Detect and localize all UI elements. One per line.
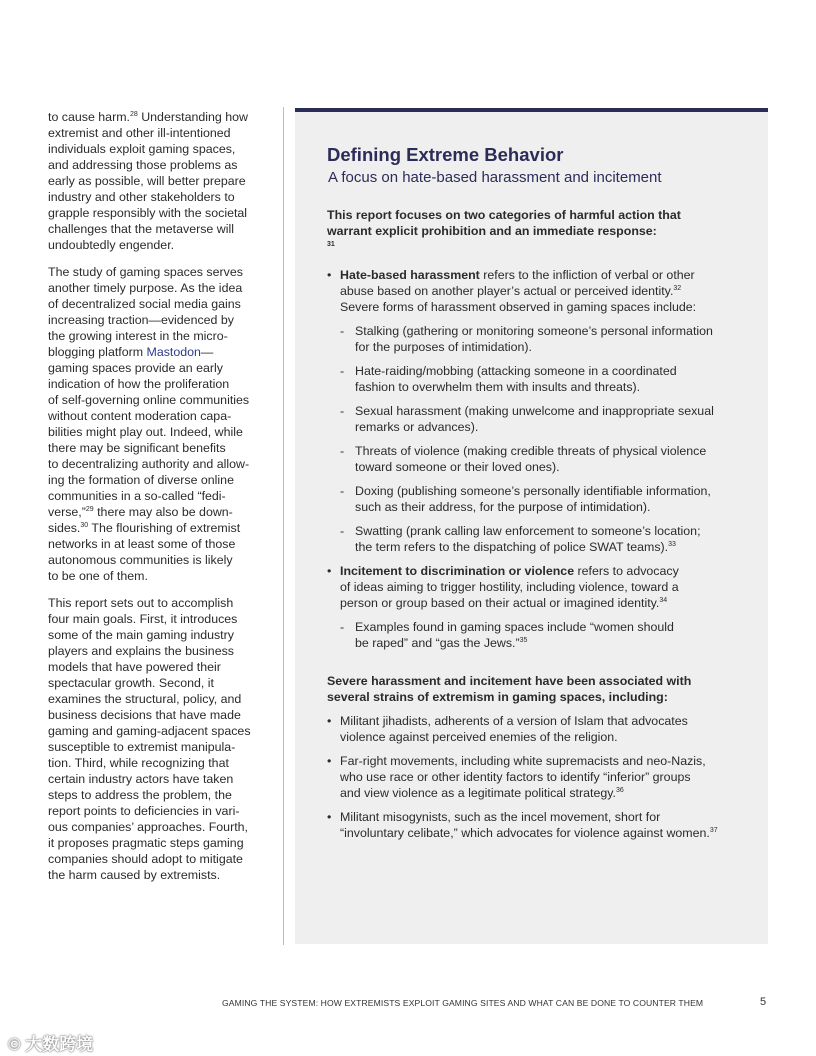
footnote-ref-33[interactable]: 33: [668, 540, 676, 548]
column-divider: [283, 107, 284, 945]
watermark: © 大数跨境: [8, 1035, 94, 1054]
sidebar-top-rule: [295, 108, 768, 112]
incitement-examples-list: [340, 619, 747, 651]
sidebar-content: [327, 207, 747, 841]
dash-icon: -: [340, 620, 345, 634]
dash-icon: -: [340, 364, 345, 378]
running-footer: GAMING THE SYSTEM: HOW EXTREMISTS EXPLOIT GAMING SITES AND WHAT CAN BE DONE TO COUNTER THEM: [222, 998, 704, 1008]
sidebar-intro: This report focuses on two categories of harmful action that warrant explicit prohibition and an immediate response: $^{31}$: [327, 208, 681, 248]
list-item: - Threats of violence (making credible threats of physical violence toward someone or their loved ones).: [340, 444, 707, 474]
list-item: - Hate-raiding/mobbing (attacking someone in a coordinated fashion to overwhelm them with insults and threats).: [340, 364, 677, 394]
dash-icon: -: [340, 484, 345, 498]
list-item: • Militant jihadists, adherents of a version of Islam that advocates violence against perceived enemies of the religion.: [327, 714, 688, 744]
bullet-icon: •: [327, 810, 332, 824]
strains-heading: Severe harassment and incitement have been associated with several strains of extremism in gaming spaces, including:: [327, 674, 692, 704]
dash-icon: -: [340, 444, 345, 458]
sidebar-subtitle: A focus on hate-based harassment and incitement: [328, 169, 662, 186]
footnote-ref-29[interactable]: 29: [85, 505, 94, 513]
paragraph-2: The study of gaming spaces serves another timely purpose. As the idea of decentralized social media gains increasing traction—evidenced by the growing interest in the micro- blogging platform Mastodon— gaming spaces provide an early indication of how the proliferation of self-governing online communities without content moderation capa- bilities might play out. Indeed, while there may be significant benefits to decentralizing authority and allow- ing the formation of diverse online communities in a so-called “fedi- verse,”$^{29}$ there may also be down- sides.$^{30}$ The flourishing of extremist networks in at least some of those autonomous communities is likely to be one of them.: [48, 265, 250, 583]
list-item: - Doxing (publishing someone’s personally identifiable information, such as their address, for the purpose of intimidation).: [340, 484, 711, 514]
category-list: [327, 267, 747, 651]
body-text-column: [48, 109, 266, 894]
list-item: - Examples found in gaming spaces include “women should be raped” and “gas the Jews.”$^{35}$: [340, 620, 674, 650]
list-item: - Swatting (prank calling law enforcement to someone’s location; the term refers to the dispatching of police SWAT teams).$^{33}$: [340, 524, 701, 554]
mastodon-link[interactable]: Mastodon: [146, 345, 201, 359]
category-incitement: • Incitement to discrimination or violence refers to advocacy of ideas aiming to trigger hostility, including violence, toward a person or group based on their actual or imagined identity.$^{34}$ - Examples found in gaming spaces include “women should be raped” and “gas the Jews.”$^{35}$: [327, 563, 747, 651]
dash-icon: -: [340, 404, 345, 418]
footnote-ref-35[interactable]: 35: [519, 636, 528, 644]
list-item: • Far-right movements, including white supremacists and neo-Nazis, who use race or other identity factors to identify “inferior” groups and view violence as a legitimate political strategy.$^{36}$: [327, 754, 706, 800]
footnote-ref-37[interactable]: 37: [709, 826, 718, 834]
dash-icon: -: [340, 524, 345, 538]
paragraph-1: to cause harm.$^{28}$ Understanding how extremist and other ill-intentioned individuals exploit gaming spaces, and addressing those problems as early as possible, will better prepare industry and other stakeholders to grapple responsibly with the societal challenges that the metaverse will undoubtedly engender.: [48, 110, 248, 252]
footnote-ref-36[interactable]: 36: [615, 786, 624, 794]
list-item: - Sexual harassment (making unwelcome and inappropriate sexual remarks or advances).: [340, 404, 714, 434]
sidebar-box: [295, 108, 768, 944]
page-number: 5: [760, 996, 767, 1008]
footnote-ref-34[interactable]: 34: [659, 596, 668, 604]
bullet-icon: •: [327, 564, 332, 578]
bullet-icon: •: [327, 268, 332, 282]
footnote-ref-31[interactable]: 31: [327, 240, 335, 248]
list-item: - Stalking (gathering or monitoring someone’s personal information for the purposes of intimidation).: [340, 324, 713, 354]
sidebar-title: Defining Extreme Behavior: [327, 144, 564, 165]
harassment-forms-list: [340, 323, 747, 555]
dash-icon: -: [340, 324, 345, 338]
footnote-ref-30[interactable]: 30: [80, 521, 89, 529]
bullet-icon: •: [327, 754, 332, 768]
extremism-strains-list: [327, 713, 747, 841]
list-item: • Militant misogynists, such as the incel movement, short for “involuntary celibate,” which advocates for violence against women.$^{37}$: [327, 810, 718, 840]
category-hate-harassment: • Hate-based harassment refers to the infliction of verbal or other abuse based on another player’s actual or perceived identity.$^{32}$ Severe forms of harassment observed in gaming spaces include: - Stalking (gathering or monitoring someone’s personal information for the purposes of intimidation). - Hate-raiding/mobbing (attacking someone in a coordinated fashion to overwhelm them with insults and threats). - Sexual harassment (making unwelcome and inappropriate sexual remarks or advances). - Threats of violence (making credible threats of physical violence toward someone or their loved ones). - Doxing (publishing someone’s personally identifiable information, such as their address, for the purpose of intimidation). - Swatting (prank calling law enforcement to someone’s location; the term refers to the dispatching of police SWAT teams).$^{33}$: [327, 267, 747, 555]
footnote-ref-28[interactable]: 28: [129, 110, 138, 118]
bullet-icon: •: [327, 714, 332, 728]
paragraph-3: This report sets out to accomplish four main goals. First, it introduces some of the main gaming industry players and explains the business models that have powered their spectacular growth. Second, it examines the structural, policy, and business decisions that have made gaming and gaming-adjacent spaces susceptible to extremist manipula- tion. Third, while recognizing that certain industry actors have taken steps to address the problem, the report points to deficiencies in vari- ous companies’ approaches. Fourth, it proposes pragmatic steps gaming companies should adopt to mitigate the harm caused by extremists.: [48, 596, 251, 882]
footnote-ref-32[interactable]: 32: [673, 284, 682, 292]
